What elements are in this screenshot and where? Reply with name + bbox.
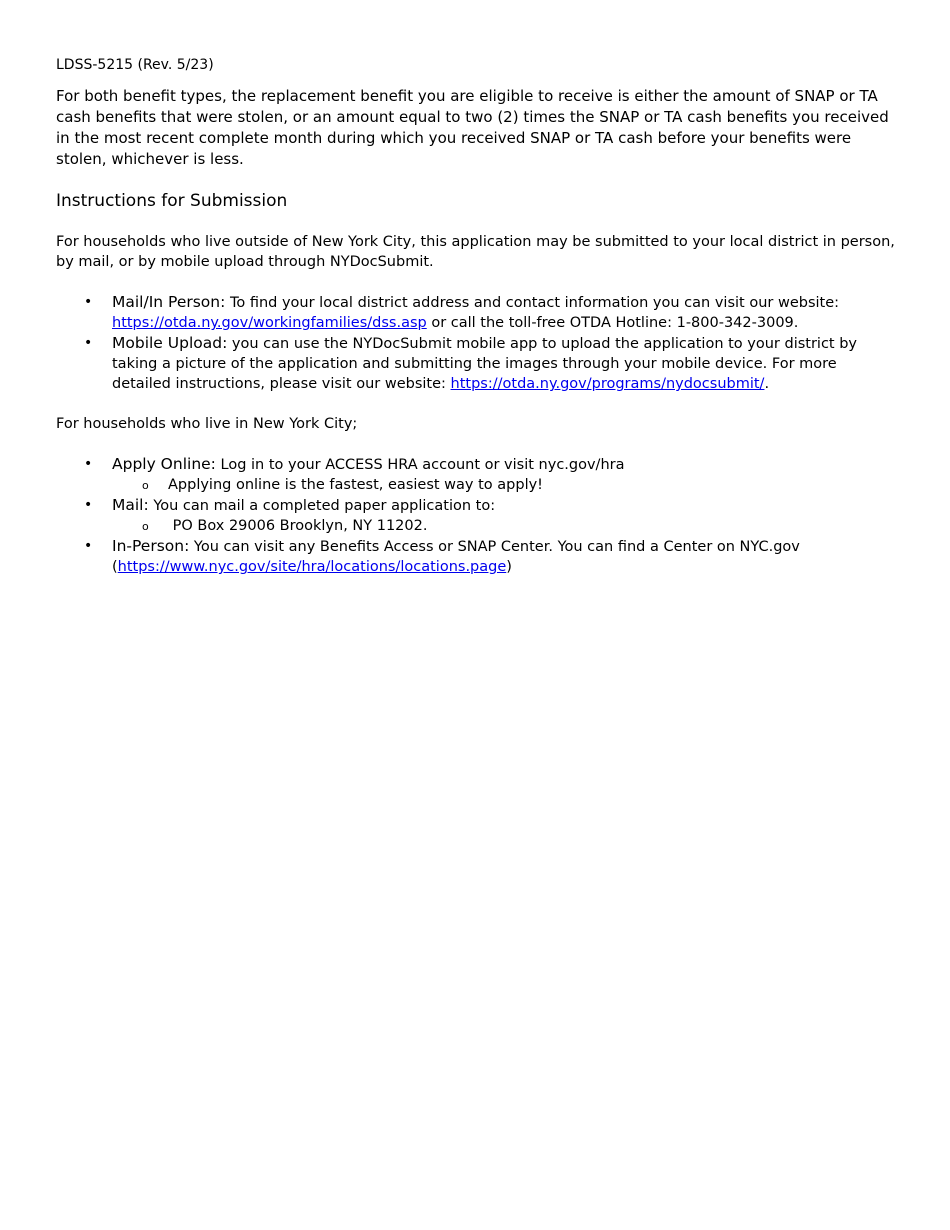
item-lead: Apply Online: (112, 455, 216, 473)
item-text: You can mail a completed paper application to: (148, 498, 496, 514)
item-text: Log in to your ACCESS HRA account or visit nyc.gov/hra (215, 457, 625, 473)
nyc-list (56, 454, 896, 577)
item-text: To find your local district address and contact information you can visit our website: (225, 295, 840, 311)
locations-link[interactable]: https://www.nyc.gov/site/hra/locations/locations.page (117, 559, 507, 575)
sub-item-online: o Applying online is the fastest, easiest way to apply! (112, 475, 896, 495)
item-after: . (764, 376, 770, 392)
list-item-apply-online (56, 454, 896, 495)
sub-list (112, 516, 896, 536)
item-after: or call the toll-free OTDA Hotline: 1-800-342-3009. (426, 315, 799, 331)
item-lead: Mail: (112, 496, 149, 514)
item-text: You can visit any Benefits Access or SNAP Center. You can find a Center on NYC.gov ( (112, 539, 800, 575)
intro-paragraph: For both benefit types, the replacement benefit you are eligible to receive is either the amount of SNAP or TA cash benefits that were stolen, or an amount equal to two (2) times the SNAP or TA cash benefits you received in the most recent complete month during which you received SNAP or TA cash before your benefits were stolen, whichever is less. (56, 87, 889, 168)
sub-list (112, 475, 896, 495)
list-item-mail (56, 495, 896, 536)
nydocsubmit-link[interactable]: https://otda.ny.gov/programs/nydocsubmit/ (450, 376, 765, 392)
item-lead: In-Person: (112, 537, 190, 555)
item-after: ) (506, 559, 512, 575)
list-item-in-person (56, 536, 896, 577)
outside-nyc-paragraph: For households who live outside of New York City, this application may be submitted to your local district in person, by mail, or by mobile upload through NYDocSubmit. (56, 234, 895, 270)
dss-link[interactable]: https://otda.ny.gov/workingfamilies/dss.asp (112, 315, 427, 331)
section-heading: Instructions for Submission (56, 191, 288, 211)
item-lead: Mobile Upload: (112, 334, 228, 352)
sub-item-mail-address: o PO Box 29006 Brooklyn, NY 11202. (112, 516, 896, 536)
nyc-paragraph: For households who live in New York City; (56, 416, 358, 432)
list-item-mail-in-person (56, 292, 896, 333)
outside-nyc-list (56, 292, 896, 394)
item-text: you can use the NYDocSubmit mobile app to upload the application to your district by taking a picture of the application and submitting the images through your mobile device. For more detailed instructions, please visit our website: (112, 336, 858, 392)
document-page (56, 56, 896, 597)
form-id: LDSS-5215 (Rev. 5/23) (56, 57, 214, 73)
list-item-mobile-upload (56, 333, 896, 394)
item-lead: Mail/In Person: (112, 293, 226, 311)
